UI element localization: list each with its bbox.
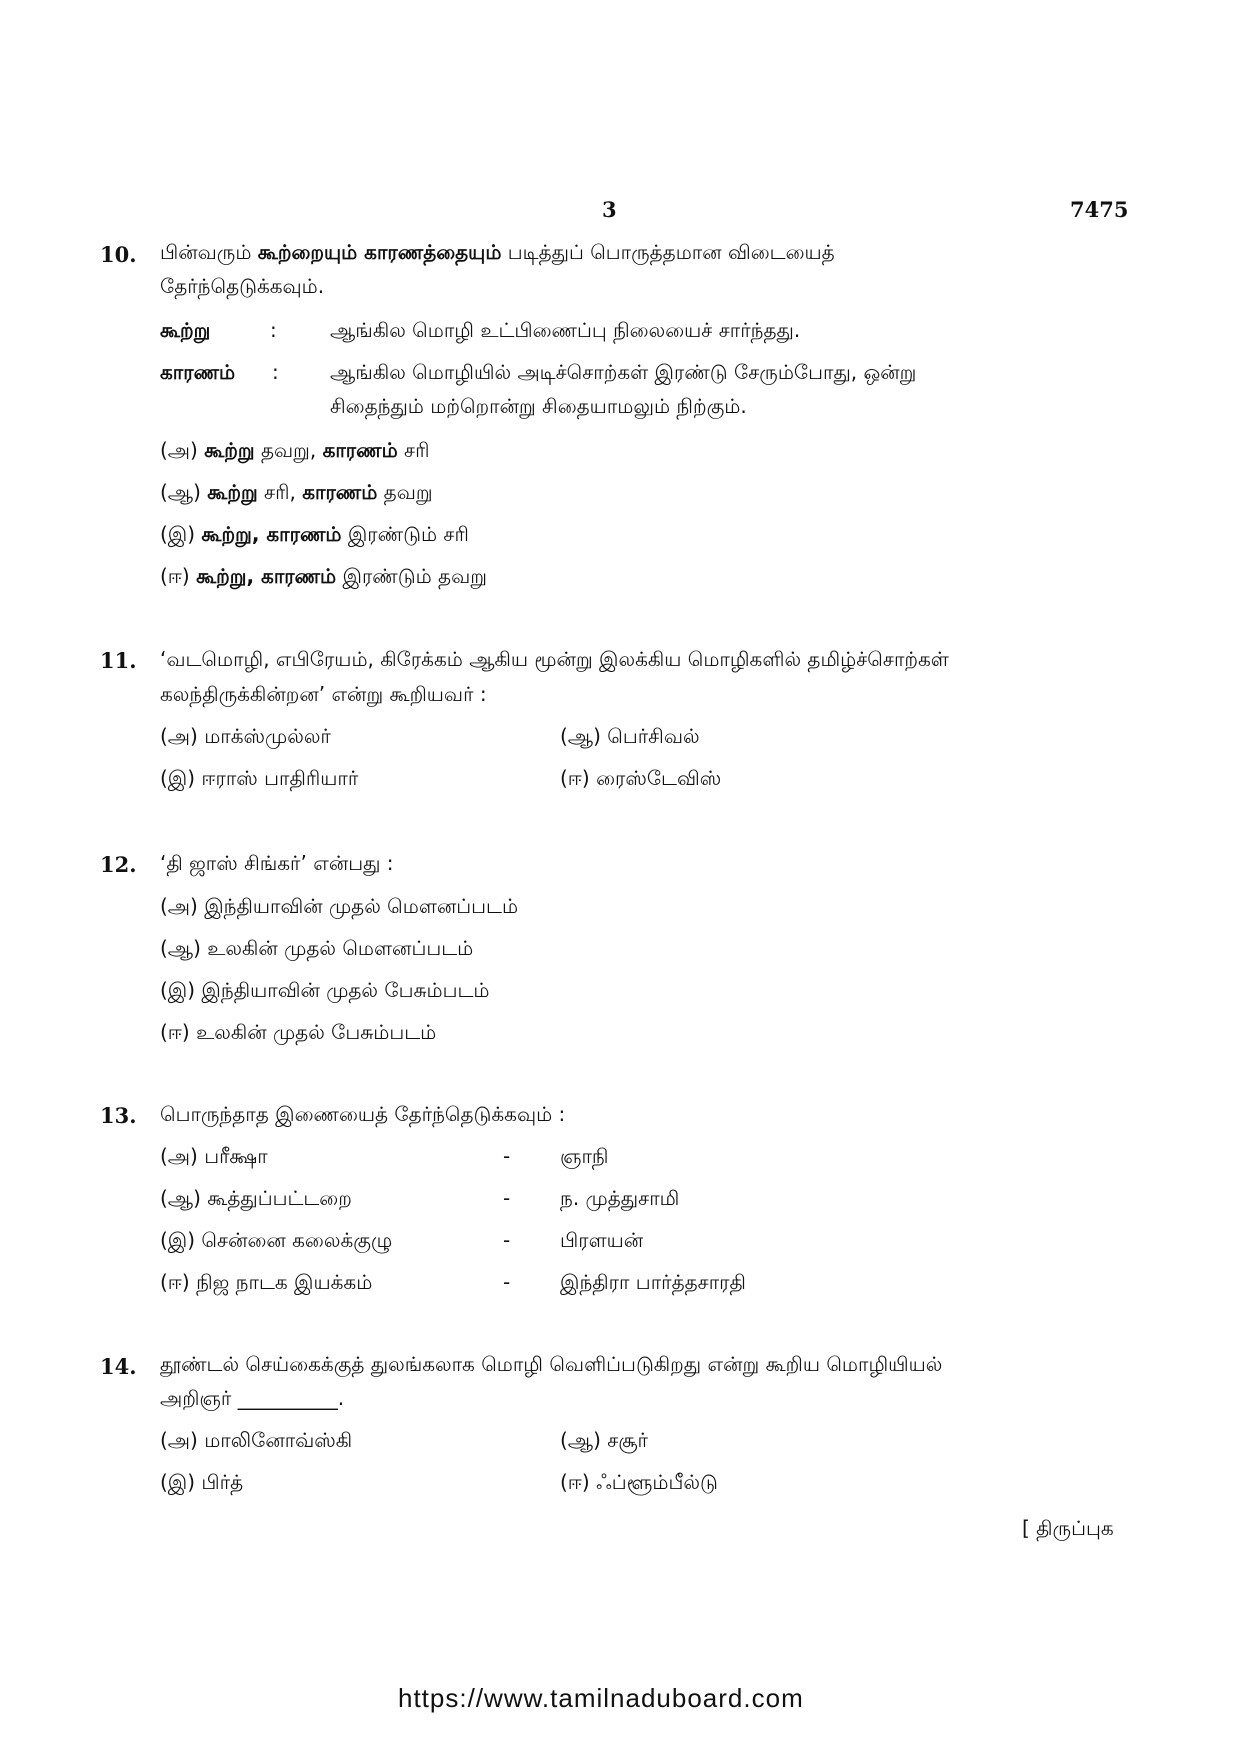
pair-right: பிரளயன் — [560, 1228, 644, 1252]
question-stem-line2: தேர்ந்தெடுக்கவும். — [160, 274, 325, 298]
question-stem-line2: கலந்திருக்கின்றன’ என்று கூறியவர் : — [160, 682, 487, 706]
pair-ii[interactable]: (ஈ) நிஜ நாடக இயக்கம் — [160, 1270, 373, 1294]
source-url[interactable]: https://www.tamilnaduboard.com — [398, 1683, 804, 1713]
pair-right: ந. முத்துசாமி — [560, 1186, 680, 1210]
option-ii[interactable]: (ஈ) உலகின் முதல் பேசும்படம் — [160, 1020, 437, 1044]
option-aa[interactable]: (ஆ) உலகின் முதல் மௌனப்படம் — [160, 936, 474, 960]
pair-dash: - — [503, 1228, 511, 1252]
pair-i[interactable]: (இ) சென்னை கலைக்குழு — [160, 1228, 393, 1252]
reason-text-line2: சிதைந்தும் மற்றொன்று சிதையாமலும் நிற்கும். — [330, 394, 747, 418]
question-stem-line1: தூண்டல் செய்கைக்குத் துலங்கலாக மொழி வெளிப்படுகிறது என்று கூறிய மொழியியல் — [160, 1352, 943, 1376]
question-number: 13. — [100, 1103, 137, 1128]
question-number: 12. — [100, 852, 137, 877]
question-stem-line1: பின்வரும் கூற்றையும் காரணத்தையும் படித்துப் பொருத்தமான விடையைத் — [160, 240, 835, 264]
pair-dash: - — [503, 1270, 511, 1294]
option-i[interactable]: (இ) இந்தியாவின் முதல் பேசும்படம் — [160, 978, 490, 1002]
question-number: 10. — [100, 242, 137, 267]
turn-over-note: [ திருப்புக — [1022, 1516, 1114, 1540]
question-stem-line2: அறிஞர் __________. — [160, 1386, 345, 1410]
question-stem: பொருந்தாத இணையைத் தேர்ந்தெடுக்கவும் : — [160, 1102, 566, 1126]
option-i[interactable]: (இ) கூற்று, காரணம் இரண்டும் சரி — [160, 522, 469, 546]
option-a[interactable]: (அ) மாலினோவ்ஸ்கி — [160, 1428, 353, 1452]
page-number: 3 — [602, 197, 617, 222]
question-number: 14. — [100, 1354, 137, 1379]
option-i[interactable]: (இ) பிர்த் — [160, 1470, 244, 1494]
option-ii[interactable]: (ஈ) ரைஸ்டேவிஸ் — [560, 766, 722, 790]
paper-code: 7475 — [1070, 197, 1129, 222]
option-ii[interactable]: (ஈ) கூற்று, காரணம் இரண்டும் தவறு — [160, 564, 487, 588]
assertion-label: கூற்று — [160, 318, 211, 342]
option-aa[interactable]: (ஆ) கூற்று சரி, காரணம் தவறு — [160, 480, 433, 504]
option-ii[interactable]: (ஈ) ஃப்ளூம்பீல்டு — [560, 1470, 718, 1494]
assertion-text: ஆங்கில மொழி உட்பிணைப்பு நிலையைச் சார்ந்தது. — [330, 318, 801, 342]
pair-right: ஞாநி — [560, 1144, 609, 1168]
pair-a[interactable]: (அ) பரீக்ஷா — [160, 1144, 268, 1168]
reason-colon: : — [272, 360, 279, 384]
reason-text-line1: ஆங்கில மொழியில் அடிச்சொற்கள் இரண்டு சேரும்போது, ஒன்று — [330, 360, 917, 384]
question-number: 11. — [100, 648, 137, 673]
option-i[interactable]: (இ) ஈராஸ் பாதிரியார் — [160, 766, 359, 790]
option-aa[interactable]: (ஆ) பெர்சிவல் — [560, 724, 700, 748]
option-aa[interactable]: (ஆ) சசூர் — [560, 1428, 648, 1452]
question-stem-line1: ‘வடமொழி, எபிரேயம், கிரேக்கம் ஆகிய மூன்று இலக்கிய மொழிகளில் தமிழ்ச்சொற்கள் — [160, 647, 949, 671]
option-a[interactable]: (அ) இந்தியாவின் முதல் மௌனப்படம் — [160, 894, 519, 918]
pair-dash: - — [503, 1186, 511, 1210]
pair-dash: - — [503, 1144, 511, 1168]
reason-label: காரணம் — [160, 360, 236, 384]
pair-right: இந்திரா பார்த்தசாரதி — [560, 1270, 746, 1294]
option-a[interactable]: (அ) மாக்ஸ்முல்லர் — [160, 724, 331, 748]
question-stem: ‘தி ஜாஸ் சிங்கர்’ என்பது : — [160, 851, 394, 875]
assertion-colon: : — [270, 318, 277, 342]
pair-aa[interactable]: (ஆ) கூத்துப்பட்டறை — [160, 1186, 352, 1210]
option-a[interactable]: (அ) கூற்று தவறு, காரணம் சரி — [160, 438, 430, 462]
